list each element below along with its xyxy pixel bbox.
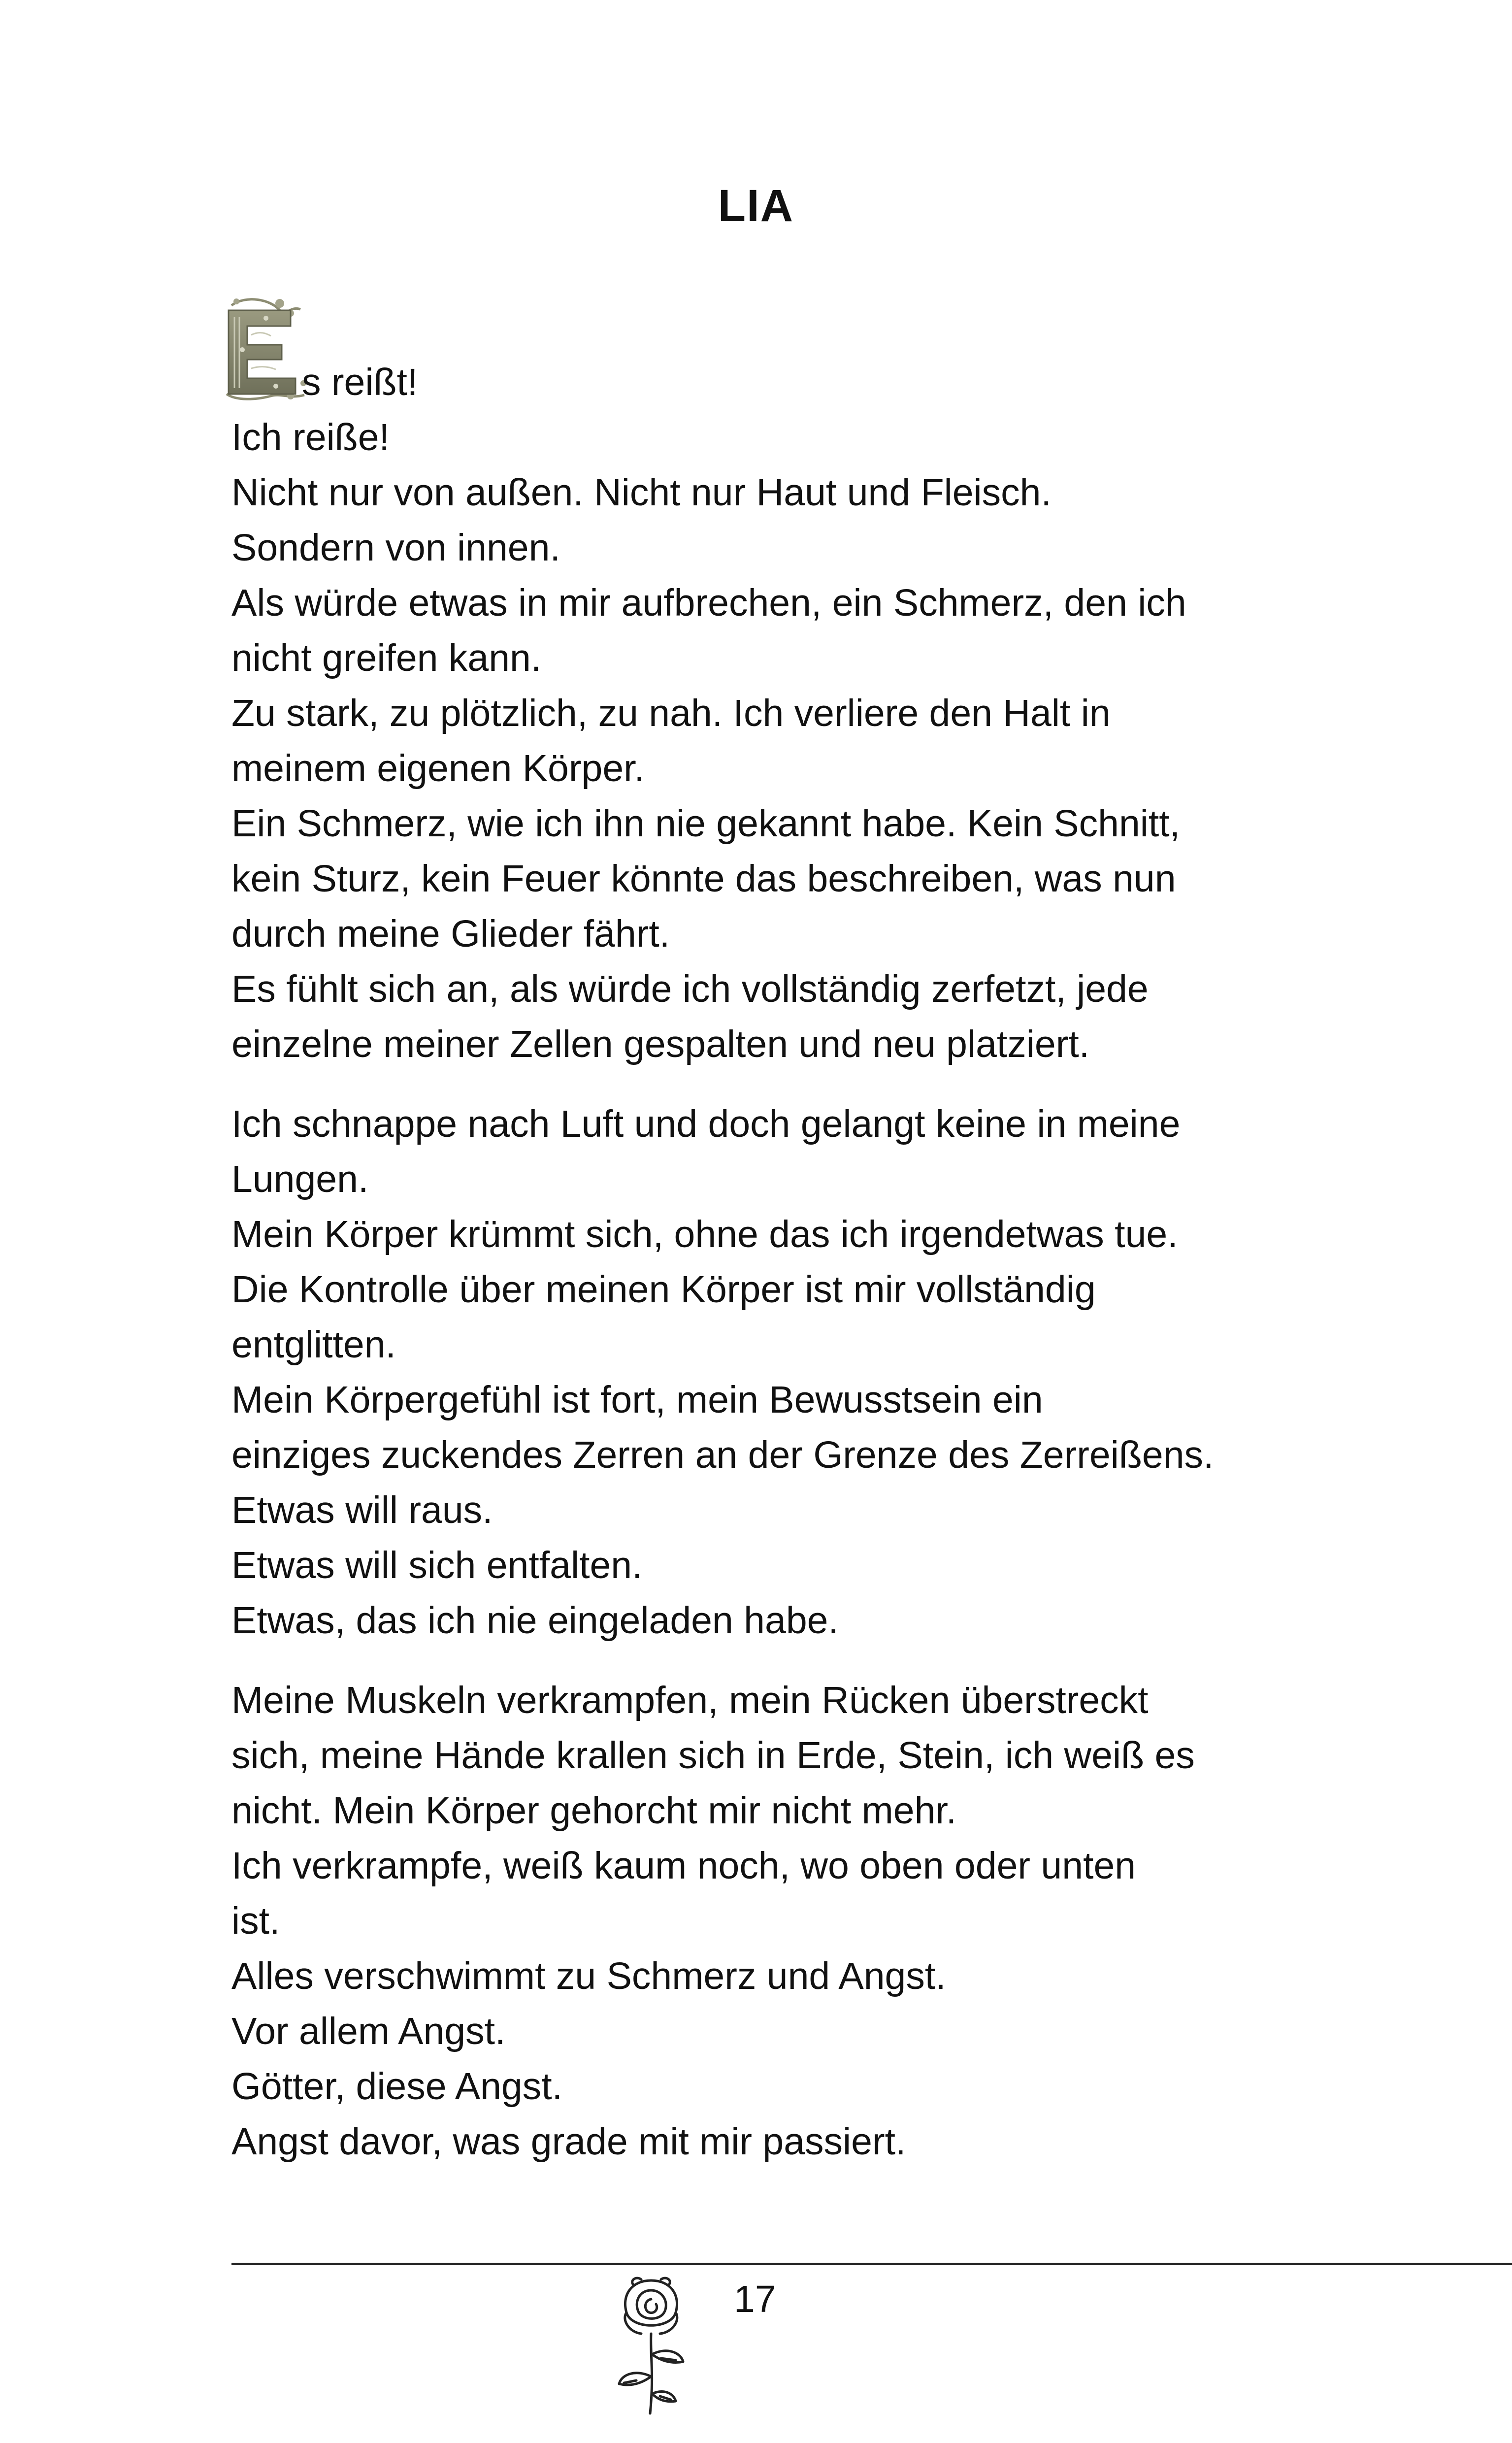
text-line: Ich verkrampfe, weiß kaum noch, wo oben oder unten (231, 1845, 1136, 1887)
text-line: Sondern von innen. (231, 527, 560, 569)
text-line: Es fühlt sich an, als würde ich vollständig zerfetzt, jede (231, 968, 1149, 1010)
text-line: entglitten. (231, 1323, 396, 1366)
text-line: Mein Körpergefühl ist fort, mein Bewusstsein ein (231, 1379, 1043, 1421)
text-line: kein Sturz, kein Feuer könnte das beschreiben, was nun (231, 858, 1176, 900)
text-line: Zu stark, zu plötzlich, zu nah. Ich verliere den Halt in (231, 692, 1111, 734)
text-line: nicht greifen kann. (231, 637, 542, 679)
text-line: Etwas, das ich nie eingeladen habe. (231, 1599, 839, 1642)
paragraph (231, 355, 1315, 1072)
text-line: Als würde etwas in mir aufbrechen, ein Schmerz, den ich (231, 582, 1186, 624)
chapter-title: LIA (718, 181, 794, 231)
text-line: einzelne meiner Zellen gespalten und neu platziert. (231, 1023, 1090, 1065)
rose-ornament-icon (607, 2266, 695, 2423)
text-line: sich, meine Hände krallen sich in Erde, Stein, ich weiß es (231, 1734, 1195, 1777)
text-line: Etwas will sich entfalten. (231, 1544, 643, 1586)
text-line: Etwas will raus. (231, 1489, 493, 1531)
text-line: Vor allem Angst. (231, 2010, 506, 2052)
text-line: meinem eigenen Körper. (231, 747, 645, 790)
text-line: Ich schnappe nach Luft und doch gelangt keine in meine (231, 1103, 1181, 1145)
text-line: Meine Muskeln verkrampfen, mein Rücken überstreckt (231, 1679, 1149, 1721)
text-line: Angst davor, was grade mit mir passiert. (231, 2120, 906, 2163)
text-line: Alles verschwimmt zu Schmerz und Angst. (231, 1955, 946, 1997)
text-line: einziges zuckendes Zerren an der Grenze des Zerreißens. (231, 1434, 1214, 1476)
text-line: Nicht nur von außen. Nicht nur Haut und Fleisch. (231, 471, 1052, 514)
footer-divider (231, 2263, 1512, 2265)
paragraph (231, 1673, 1315, 2169)
text-line: Ich reiße! (231, 416, 390, 459)
text-line: Mein Körper krümmt sich, ohne das ich irgendetwas tue. (231, 1213, 1178, 1255)
chapter-body (231, 355, 1315, 2194)
page-number: 17 (734, 2278, 776, 2320)
text-line: nicht. Mein Körper gehorcht mir nicht mehr. (231, 1789, 957, 1832)
text-line: durch meine Glieder fährt. (231, 913, 670, 955)
text-line: Ein Schmerz, wie ich ihn nie gekannt habe. Kein Schnitt, (231, 802, 1181, 845)
text-line: s reißt! (302, 361, 418, 403)
paragraph (231, 1096, 1315, 1648)
text-line: Lungen. (231, 1158, 369, 1200)
text-line: Götter, diese Angst. (231, 2065, 563, 2108)
text-line: ist. (231, 1900, 280, 1942)
text-line: Die Kontrolle über meinen Körper ist mir vollständig (231, 1268, 1096, 1311)
